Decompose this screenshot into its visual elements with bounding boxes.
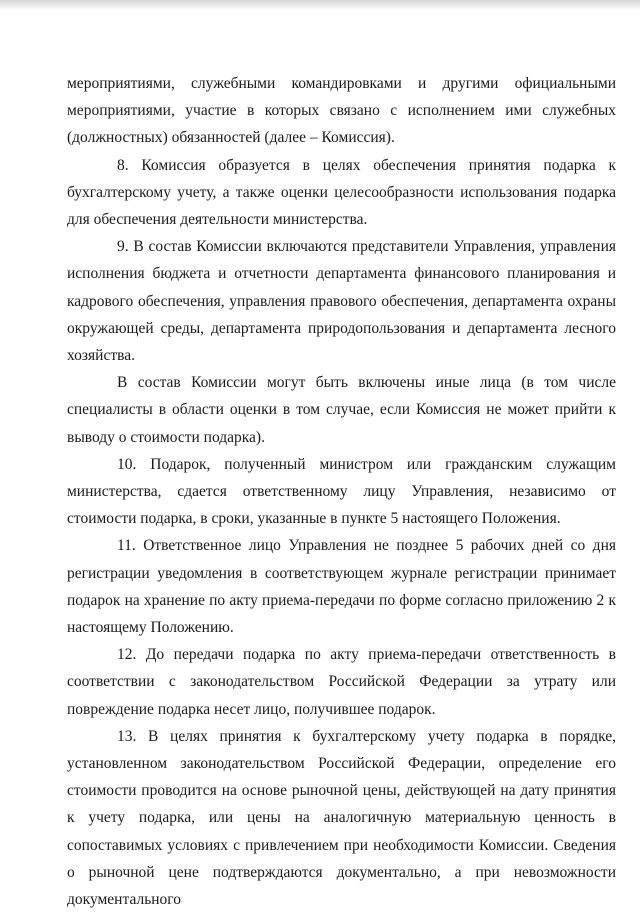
paragraph-item-10: 10. Подарок, полученный министром или гражданским служащим министерства, сдается ответственному лицу Управления, независимо от стоимости подарка, в сроки, указанные в пункте 5 настоящего Положения.	[67, 455, 616, 528]
scan-top-edge	[0, 0, 640, 10]
paragraph-item-13: 13. В целях принятия к бухгалтерскому учету подарка в порядке, установленном законодательством Российской Федерации, определение его стоимости проводится на основе рыночной цены, действующей на дату принятия к учету подарка, или цены на аналогичную материальную ценность в сопоставимых условиях с привлечением при необходимости Комиссии. Сведения о рыночной цене подтверждаются документально, а при невозможности документального	[67, 727, 616, 909]
paragraph-continuation: мероприятиями, служебными командировками и другими официальными мероприятиями, участие в которых связано с исполнением ими служебных (должностных) обязанностей (далее – Комиссия).	[67, 75, 616, 147]
paragraph-item-12: 12. До передачи подарка по акту приема-передачи ответственность в соответствии с законодательством Российской Федерации за утрату или повреждение подарка несет лицо, получившее подарок.	[67, 646, 616, 718]
paragraph-item-8: 8. Комиссия образуется в целях обеспечения принятия подарка к бухгалтерскому учету, а также оценки целесообразности использования подарка для обеспечения деятельности министерства.	[67, 156, 616, 229]
paragraph-item-9: 9. В состав Комиссии включаются представители Управления, управления исполнения бюджета и отчетности департамента финансового планирования и кадрового обеспечения, управления правового обеспечения, департамента охраны окружающей среды, департамента природопользования и департамента лесного хозяйства.	[67, 238, 616, 365]
paragraph-item-11: 11. Ответственное лицо Управления не позднее 5 рабочих дней со дня регистрации уведомления в соответствующем журнале регистрации принимает подарок на хранение по акту приема-передачи по форме согласно приложению 2 к настоящему Положению.	[67, 537, 616, 637]
paragraph-commission-members: В состав Комиссии могут быть включены иные лица (в том числе специалисты в области оценки в том случае, если Комиссия не может прийти к выводу о стоимости подарка).	[67, 374, 616, 446]
document-body	[67, 70, 616, 913]
